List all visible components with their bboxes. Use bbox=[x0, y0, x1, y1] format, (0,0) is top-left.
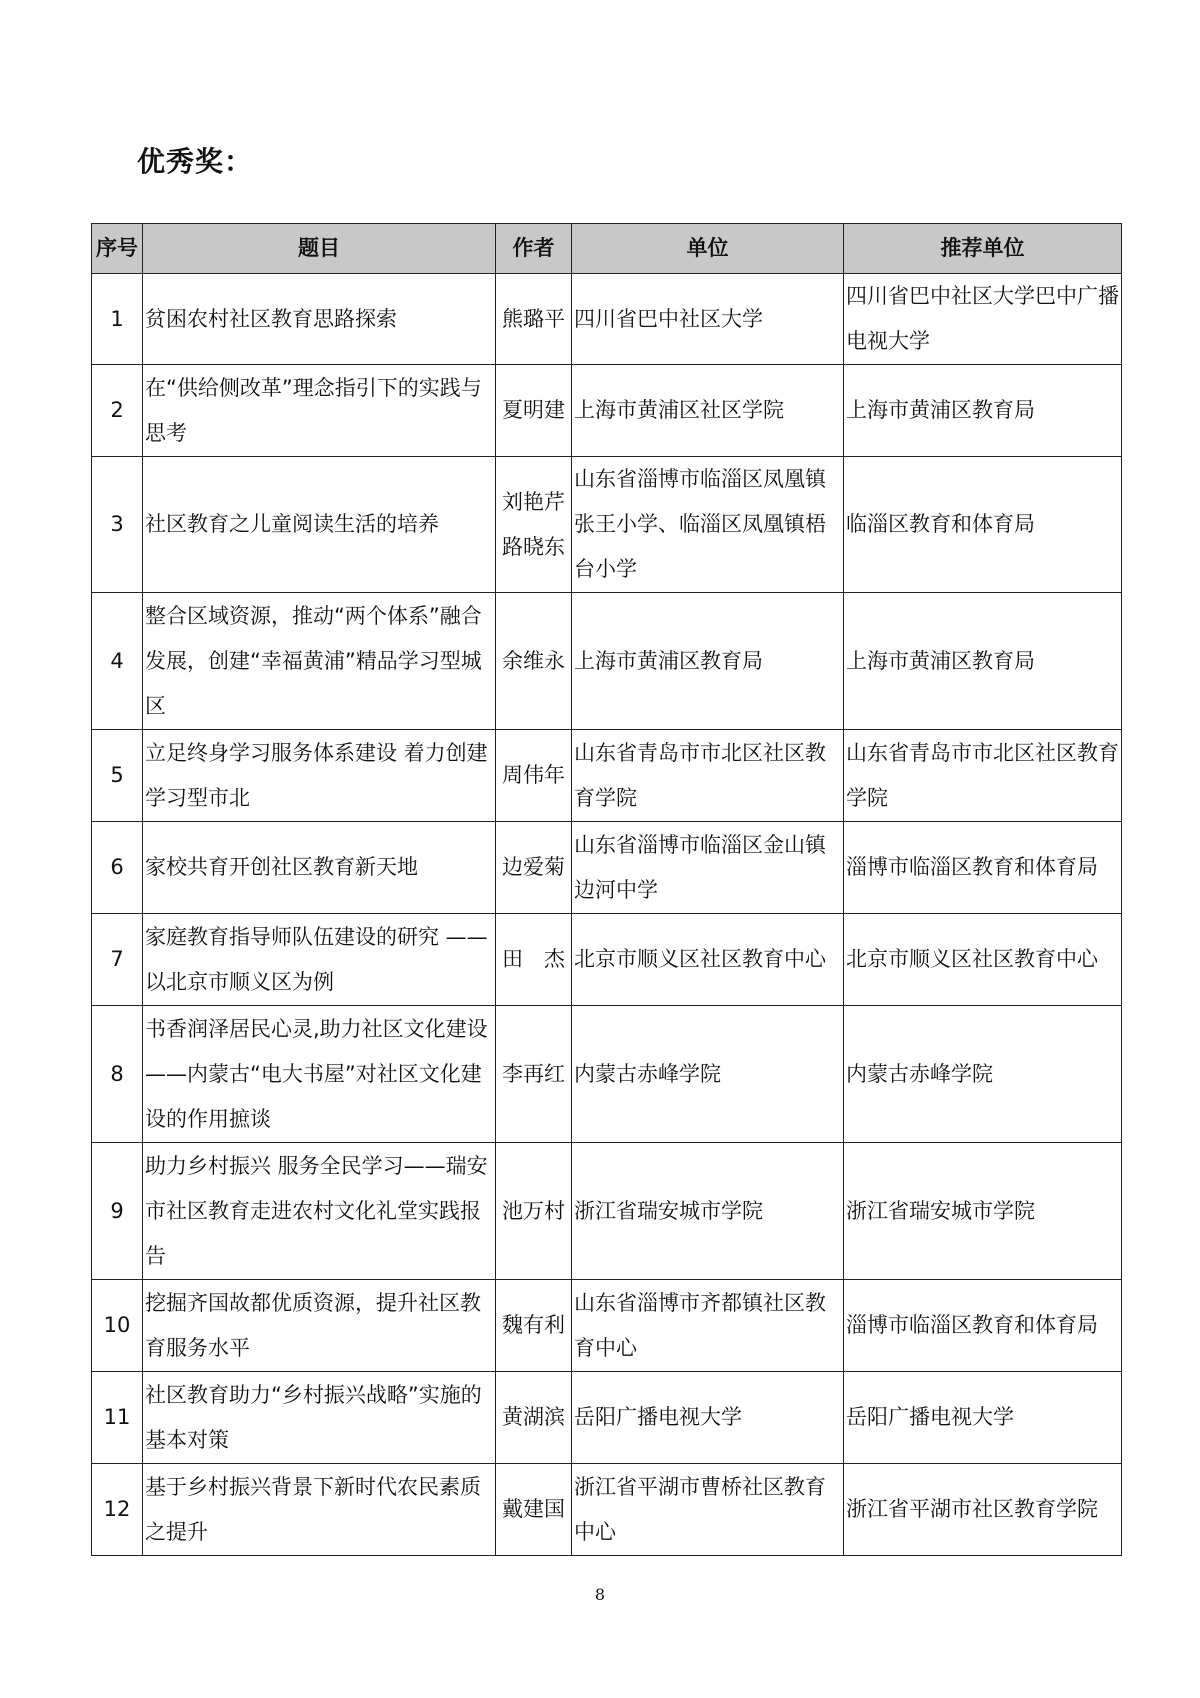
cell-author bbox=[496, 457, 572, 593]
header-row bbox=[92, 224, 1122, 274]
cell-recommender: 上海市黄浦区教育局 bbox=[844, 593, 1122, 730]
cell-unit: 山东省青岛市市北区社区教育学院 bbox=[572, 730, 844, 822]
cell-unit: 山东省淄博市齐都镇社区教育中心 bbox=[572, 1280, 844, 1372]
table-row bbox=[92, 730, 1122, 822]
cell-title: 家校共育开创社区教育新天地 bbox=[143, 822, 496, 914]
cell-recommender: 四川省巴中社区大学巴中广播电视大学 bbox=[844, 274, 1122, 365]
cell-title: 在“供给侧改革”理念指引下的实践与思考 bbox=[143, 365, 496, 457]
table-header bbox=[92, 224, 1122, 274]
cell-author bbox=[496, 1006, 572, 1143]
awards-table bbox=[91, 223, 1122, 1556]
cell-author bbox=[496, 822, 572, 914]
cell-unit: 上海市黄浦区社区学院 bbox=[572, 365, 844, 457]
cell-unit: 浙江省瑞安城市学院 bbox=[572, 1143, 844, 1280]
cell-no: 11 bbox=[92, 1372, 143, 1464]
cell-title: 社区教育助力“乡村振兴战略”实施的基本对策 bbox=[143, 1372, 496, 1464]
cell-author bbox=[496, 593, 572, 730]
cell-no: 7 bbox=[92, 914, 143, 1006]
col-header-title: 题目 bbox=[143, 224, 496, 274]
cell-author bbox=[496, 1143, 572, 1280]
table-row bbox=[92, 822, 1122, 914]
section-heading: 优秀奖： bbox=[137, 145, 254, 178]
cell-no: 3 bbox=[92, 457, 143, 593]
cell-recommender: 淄博市临淄区教育和体育局 bbox=[844, 1280, 1122, 1372]
cell-title: 助力乡村振兴 服务全民学习——瑞安市社区教育走进农村文化礼堂实践报告 bbox=[143, 1143, 496, 1280]
cell-no: 2 bbox=[92, 365, 143, 457]
cell-recommender: 临淄区教育和体育局 bbox=[844, 457, 1122, 593]
cell-title: 贫困农村社区教育思路探索 bbox=[143, 274, 496, 365]
author-name: 周伟年 bbox=[502, 763, 565, 787]
table-row bbox=[92, 274, 1122, 365]
cell-unit: 山东省淄博市临淄区金山镇边河中学 bbox=[572, 822, 844, 914]
cell-title: 书香润泽居民心灵,助力社区文化建设——内蒙古“电大书屋”对社区文化建设的作用摭谈 bbox=[143, 1006, 496, 1143]
cell-no: 12 bbox=[92, 1464, 143, 1556]
author-name: 余维永 bbox=[502, 648, 565, 673]
author-name: 边爱菊 bbox=[502, 855, 565, 879]
cell-no: 1 bbox=[92, 274, 143, 365]
table-row bbox=[92, 1464, 1122, 1556]
cell-unit: 北京市顺义区社区教育中心 bbox=[572, 914, 844, 1006]
table-row bbox=[92, 457, 1122, 593]
cell-title: 家庭教育指导师队伍建设的研究 ——以北京市顺义区为例 bbox=[143, 914, 496, 1006]
cell-recommender: 内蒙古赤峰学院 bbox=[844, 1006, 1122, 1143]
cell-author bbox=[496, 365, 572, 457]
cell-author bbox=[496, 274, 572, 365]
cell-title: 整合区域资源，推动“两个体系”融合发展，创建“幸福黄浦”精品学习型城区 bbox=[143, 593, 496, 730]
author-name: 刘艳芹 bbox=[502, 489, 565, 514]
table-row bbox=[92, 1372, 1122, 1464]
cell-author bbox=[496, 1280, 572, 1372]
author-name: 魏有利 bbox=[502, 1313, 565, 1337]
col-header-recommender: 推荐单位 bbox=[844, 224, 1122, 274]
cell-recommender: 淄博市临淄区教育和体育局 bbox=[844, 822, 1122, 914]
col-header-no: 序号 bbox=[92, 224, 143, 274]
cell-no: 10 bbox=[92, 1280, 143, 1372]
cell-recommender: 岳阳广播电视大学 bbox=[844, 1372, 1122, 1464]
col-header-unit: 单位 bbox=[572, 224, 844, 274]
cell-recommender: 山东省青岛市市北区社区教育学院 bbox=[844, 730, 1122, 822]
cell-author bbox=[496, 914, 572, 1006]
cell-recommender: 浙江省平湖市社区教育学院 bbox=[844, 1464, 1122, 1556]
author-name: 戴建国 bbox=[502, 1497, 565, 1521]
cell-no: 6 bbox=[92, 822, 143, 914]
cell-unit: 山东省淄博市临淄区凤凰镇张王小学、临淄区凤凰镇梧台小学 bbox=[572, 457, 844, 593]
author-name: 池万村 bbox=[502, 1198, 565, 1223]
cell-no: 4 bbox=[92, 593, 143, 730]
cell-unit: 内蒙古赤峰学院 bbox=[572, 1006, 844, 1143]
cell-unit: 浙江省平湖市曹桥社区教育中心 bbox=[572, 1464, 844, 1556]
cell-no: 9 bbox=[92, 1143, 143, 1280]
table-row bbox=[92, 593, 1122, 730]
cell-unit: 岳阳广播电视大学 bbox=[572, 1372, 844, 1464]
cell-unit: 上海市黄浦区教育局 bbox=[572, 593, 844, 730]
cell-title: 社区教育之儿童阅读生活的培养 bbox=[143, 457, 496, 593]
table-row bbox=[92, 365, 1122, 457]
cell-title: 挖掘齐国故都优质资源，提升社区教育服务水平 bbox=[143, 1280, 496, 1372]
cell-author bbox=[496, 1464, 572, 1556]
author-name: 李再红 bbox=[502, 1061, 565, 1086]
author-name: 夏明建 bbox=[502, 398, 565, 422]
page-number: 8 bbox=[594, 1585, 606, 1604]
table-body bbox=[92, 274, 1122, 1556]
cell-recommender: 北京市顺义区社区教育中心 bbox=[844, 914, 1122, 1006]
author-name: 熊璐平 bbox=[502, 306, 565, 331]
col-header-author: 作者 bbox=[496, 224, 572, 274]
author-name: 田 杰 bbox=[502, 947, 565, 971]
author-name: 路晓东 bbox=[502, 534, 565, 559]
cell-author bbox=[496, 1372, 572, 1464]
cell-title: 立足终身学习服务体系建设 着力创建学习型市北 bbox=[143, 730, 496, 822]
cell-unit: 四川省巴中社区大学 bbox=[572, 274, 844, 365]
cell-recommender: 浙江省瑞安城市学院 bbox=[844, 1143, 1122, 1280]
cell-title: 基于乡村振兴背景下新时代农民素质之提升 bbox=[143, 1464, 496, 1556]
cell-no: 8 bbox=[92, 1006, 143, 1143]
cell-recommender: 上海市黄浦区教育局 bbox=[844, 365, 1122, 457]
cell-author bbox=[496, 730, 572, 822]
table-row bbox=[92, 1143, 1122, 1280]
cell-no: 5 bbox=[92, 730, 143, 822]
author-name: 黄湖滨 bbox=[502, 1405, 565, 1429]
table-row bbox=[92, 914, 1122, 1006]
table-row bbox=[92, 1280, 1122, 1372]
table-row bbox=[92, 1006, 1122, 1143]
